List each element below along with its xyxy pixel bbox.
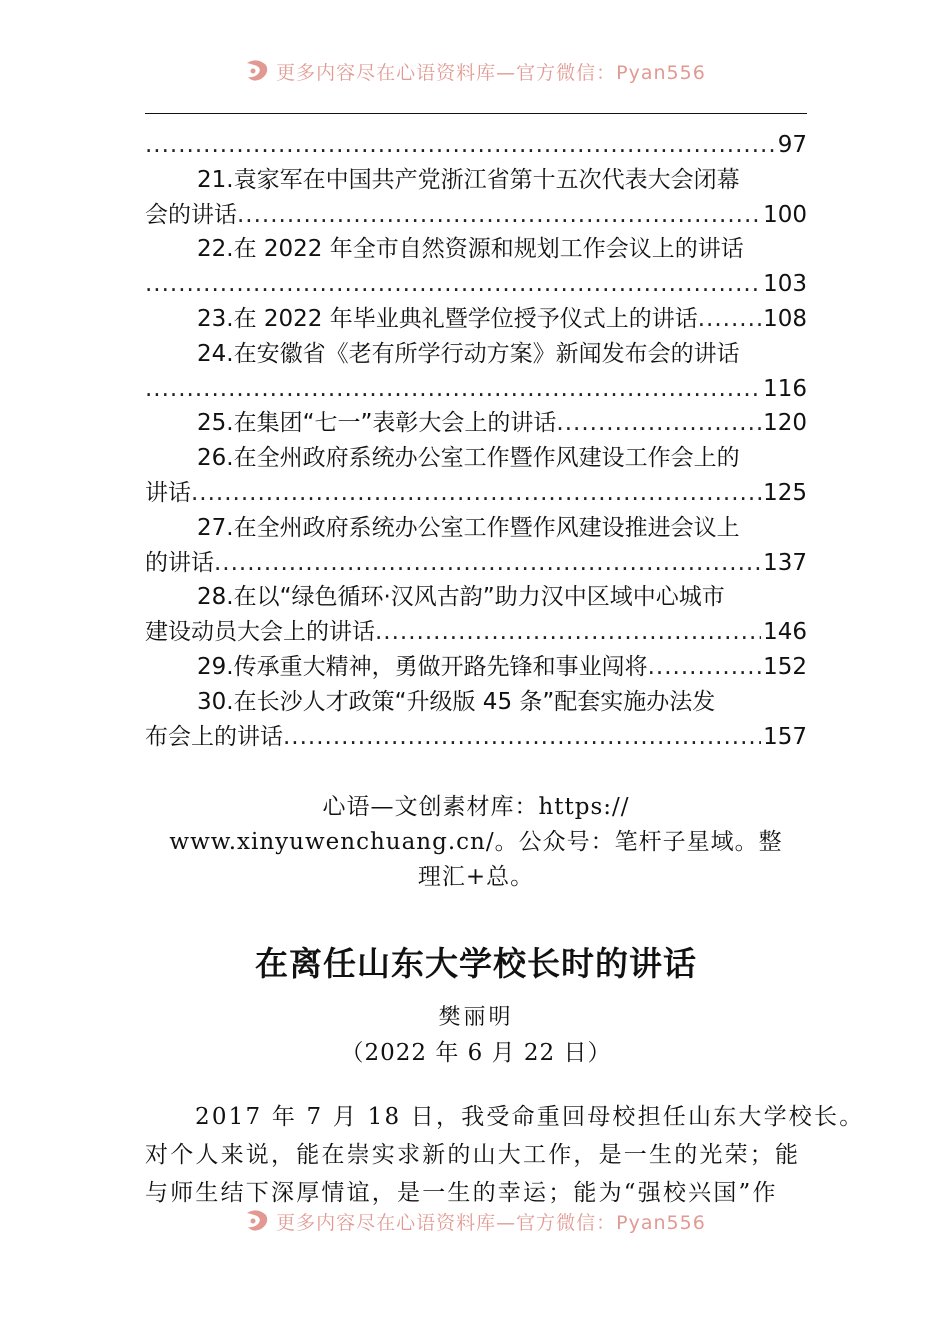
toc-entry-text: 25.在集团“七一”表彰大会上的讲话	[197, 410, 557, 437]
toc-entry-line	[145, 580, 807, 615]
toc-leader-dots	[698, 302, 761, 337]
toc-page-number: 100	[763, 201, 807, 228]
toc-page-number: 125	[763, 479, 807, 506]
toc-entry-line	[145, 406, 807, 441]
toc-leader-dots	[375, 615, 761, 650]
toc-leader-dots	[214, 546, 761, 581]
toc-page-number: 108	[763, 305, 807, 332]
toc-entry-text: 23.在 2022 年毕业典礼暨学位授予仪式上的讲话	[197, 305, 698, 332]
toc-entry-text: 讲话	[145, 479, 191, 506]
source-note-line-3: 理汇+总。	[417, 864, 535, 890]
toc-entry-text: 29.传承重大精神，勇做开路先锋和事业闯将	[197, 653, 648, 680]
toc-page-number: 116	[763, 375, 807, 402]
toc-leader-dots	[556, 406, 761, 441]
table-of-contents	[145, 128, 807, 754]
toc-leader-dots	[237, 198, 761, 233]
body-line-1: 2017 年 7 月 18 日，我受命重回母校担任山东大学校长。	[195, 1104, 865, 1130]
toc-entry-line	[145, 650, 807, 685]
toc-entry-text: 26.在全州政府系统办公室工作暨作风建设工作会上的	[197, 445, 740, 472]
toc-leader-dots	[145, 267, 761, 302]
watermark-bottom	[0, 1208, 950, 1238]
toc-entry-text: 24.在安徽省《老有所学行动方案》新闻发布会的讲话	[197, 340, 740, 367]
toc-page-number: 103	[763, 271, 807, 298]
header-rule	[145, 113, 807, 114]
toc-page-number: 120	[763, 410, 807, 437]
toc-entry-line	[145, 476, 807, 511]
toc-entry-text: 27.在全州政府系统办公室工作暨作风建设推进会议上	[197, 514, 740, 541]
toc-leader-dots	[145, 372, 761, 407]
toc-entry-line	[145, 615, 807, 650]
toc-entry-text: 28.在以“绿色循环·汉风古韵”助力汉中区域中心城市	[197, 584, 725, 611]
article-body	[145, 1098, 865, 1212]
toc-entry-text: 21.袁家军在中国共产党浙江省第十五次代表大会闭幕	[197, 166, 740, 193]
toc-entry-line	[145, 720, 807, 755]
toc-entry-text: 的讲话	[145, 549, 214, 576]
toc-entry-line	[145, 372, 807, 407]
toc-entry-line	[145, 546, 807, 581]
toc-entry-text: 建设动员大会上的讲话	[145, 619, 375, 646]
article-title: 在离任山东大学校长时的讲话	[255, 944, 697, 983]
toc-entry-line	[145, 163, 807, 198]
toc-leader-dots	[191, 476, 761, 511]
watermark-text: 更多内容尽在心语资料库—官方微信：Pyan556	[276, 1212, 706, 1234]
article-author: 樊丽明	[438, 1005, 514, 1030]
article-date: （2022 年 6 月 22 日）	[340, 1040, 612, 1066]
toc-entry-line	[145, 302, 807, 337]
toc-page-number: 152	[763, 653, 807, 680]
brand-logo-icon	[244, 1209, 270, 1238]
toc-page-number: 97	[777, 132, 807, 158]
toc-entry-line	[145, 267, 807, 302]
watermark-top	[0, 58, 950, 88]
body-line-3: 与师生结下深厚情谊，是一生的幸运；能为“强校兴国”作	[145, 1180, 778, 1206]
toc-entry-line	[145, 232, 807, 267]
toc-leader-dots	[283, 720, 761, 755]
body-line-2: 对个人来说，能在崇实求新的山大工作，是一生的光荣；能	[145, 1142, 801, 1168]
toc-entry-text: 布会上的讲话	[145, 723, 283, 750]
toc-entry-line	[145, 337, 807, 372]
toc-entry-line	[145, 441, 807, 476]
watermark-text: 更多内容尽在心语资料库—官方微信：Pyan556	[276, 62, 706, 84]
source-note-line-2: www.xinyuwenchuang.cn/。公众号：笔杆子星域。整	[169, 829, 783, 855]
toc-page-number: 157	[763, 723, 807, 750]
toc-entry-line	[145, 511, 807, 546]
source-note	[145, 790, 807, 895]
toc-entry-line	[145, 128, 807, 163]
toc-entry-text: 30.在长沙人才政策“升级版 45 条”配套实施办法发	[197, 688, 716, 715]
brand-logo-icon	[244, 59, 270, 88]
toc-page-number: 146	[763, 619, 807, 646]
toc-page-number: 137	[763, 549, 807, 576]
toc-entry-text: 会的讲话	[145, 201, 237, 228]
toc-entry-line	[145, 198, 807, 233]
toc-entry-line	[145, 685, 807, 720]
source-note-line-1: 心语—文创素材库：https://	[322, 794, 630, 820]
toc-leader-dots	[145, 128, 776, 163]
toc-leader-dots	[648, 650, 762, 685]
toc-entry-text: 22.在 2022 年全市自然资源和规划工作会议上的讲话	[197, 236, 744, 263]
